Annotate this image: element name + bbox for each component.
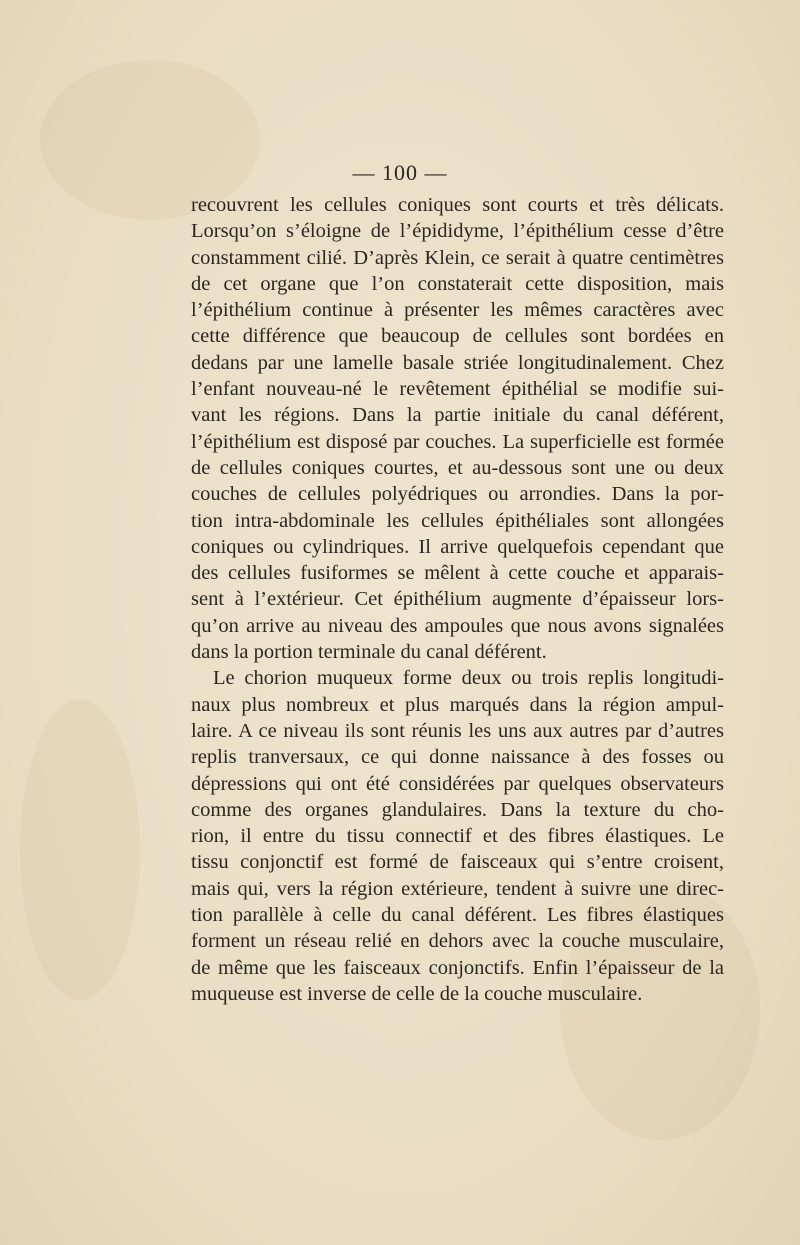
text-line: replis tranversaux, ce qui donne naissance à des fosses ou xyxy=(191,746,724,769)
text-line: l’épithélium est disposé par couches. La superficielle est formée xyxy=(191,430,724,453)
paragraph xyxy=(191,192,724,665)
text-line: tion parallèle à celle du canal déférent. Les fibres élastiques xyxy=(191,904,724,927)
text-line: naux plus nombreux et plus marqués dans la région ampul- xyxy=(191,693,724,716)
text-line: coniques ou cylindriques. Il arrive quelquefois cependant que xyxy=(191,535,724,558)
text-line: Lorsqu’on s’éloigne de l’épididyme, l’épithélium cesse d’être xyxy=(191,220,724,243)
text-line: qu’on arrive au niveau des ampoules que nous avons signalées xyxy=(191,614,724,637)
text-line: constamment cilié. D’après Klein, ce serait à quatre centimètres xyxy=(191,246,724,269)
text-line: couches de cellules polyédriques ou arrondies. Dans la por- xyxy=(191,483,724,506)
text-line: cette différence que beaucoup de cellules sont bordées en xyxy=(191,325,724,348)
text-line: dépressions qui ont été considérées par quelques observateurs xyxy=(191,772,724,795)
text-line: de cet organe que l’on constaterait cette disposition, mais xyxy=(191,272,724,295)
text-line: l’épithélium continue à présenter les mêmes caractères avec xyxy=(191,299,724,322)
text-line: comme des organes glandulaires. Dans la texture du cho- xyxy=(191,798,724,821)
text-line: rion, il entre du tissu connectif et des fibres élastiques. Le xyxy=(191,825,724,848)
text-line: tion intra-abdominale les cellules épithéliales sont allongées xyxy=(191,509,724,532)
page-number: — 100 — xyxy=(352,160,448,185)
text-line: dedans par une lamelle basale striée longitudinalement. Chez xyxy=(191,351,724,374)
text-line: sent à l’extérieur. Cet épithélium augmente d’épaisseur lors- xyxy=(191,588,724,611)
text-line: vant les régions. Dans la partie initiale du canal déférent, xyxy=(191,404,724,427)
text-line: des cellules fusiformes se mêlent à cette couche et apparais- xyxy=(191,562,724,585)
text-block xyxy=(191,192,724,1007)
text-line: de cellules coniques courtes, et au-dessous sont une ou deux xyxy=(191,456,724,479)
text-line: l’enfant nouveau-né le revêtement épithélial se modifie sui- xyxy=(191,378,724,401)
text-line: de même que les faisceaux conjonctifs. Enfin l’épaisseur de la xyxy=(191,956,724,979)
text-line: Le chorion muqueux forme deux ou trois replis longitudi- xyxy=(213,667,724,690)
text-line: laire. A ce niveau ils sont réunis les uns aux autres par d’autres xyxy=(191,719,724,742)
text-line: recouvrent les cellules coniques sont courts et très délicats. xyxy=(191,194,724,216)
text-line: muqueuse est inverse de celle de la couche musculaire. xyxy=(191,982,643,1005)
text-line: dans la portion terminale du canal déférent. xyxy=(191,641,547,664)
paper-stain xyxy=(20,700,140,1000)
text-line: tissu conjonctif est formé de faisceaux qui s’entre croisent, xyxy=(191,851,724,874)
text-line: forment un réseau relié en dehors avec la couche musculaire, xyxy=(191,930,724,953)
text-line: mais qui, vers la région extérieure, tendent à suivre une direc- xyxy=(191,877,724,900)
paragraph xyxy=(191,665,724,1007)
